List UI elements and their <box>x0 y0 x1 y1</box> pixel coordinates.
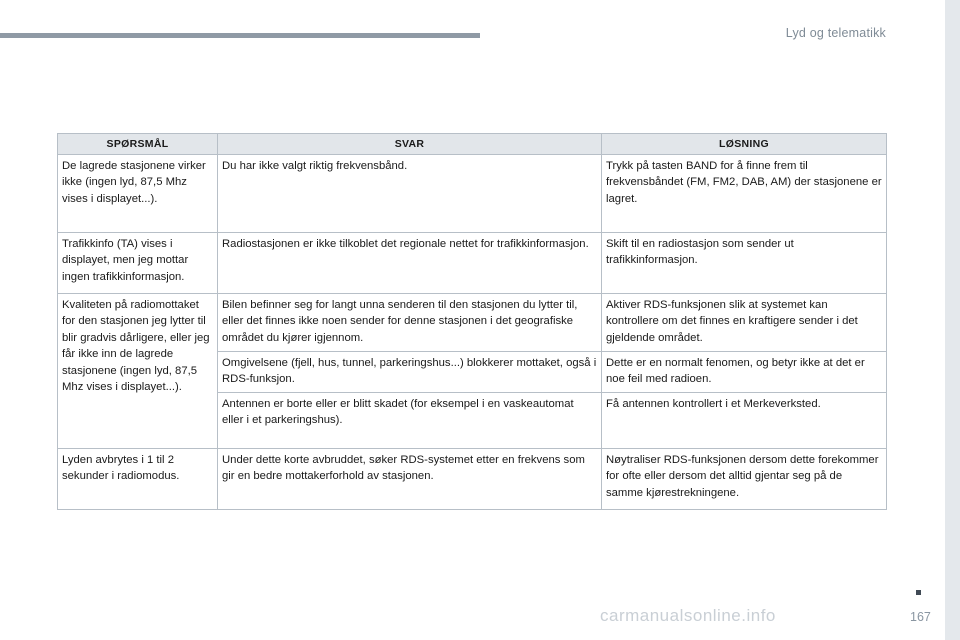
question-cell: Lyden avbrytes i 1 til 2 sekunder i radiomodus. <box>58 448 218 509</box>
answer-cell: Omgivelsene (fjell, hus, tunnel, parkeringshus...) blokkerer mottaket, også i RDS-funksjon. <box>218 352 602 393</box>
answer-cell: Radiostasjonen er ikke tilkoblet det regionale nettet for trafikkinformasjon. <box>218 233 602 294</box>
page-edge-strip <box>945 0 960 640</box>
solution-cell: Dette er en normalt fenomen, og betyr ikke at det er noe feil med radioen. <box>602 352 887 393</box>
column-header-answer: SVAR <box>218 134 602 155</box>
section-title: Lyd og telematikk <box>785 26 886 40</box>
solution-cell: Aktiver RDS-funksjonen slik at systemet kan kontrollere om det finnes en kraftigere sender i det gjeldende området. <box>602 294 887 352</box>
solution-cell: Skift til en radiostasjon som sender ut trafikkinformasjon. <box>602 233 887 294</box>
table-row <box>58 233 887 294</box>
page-marker <box>916 590 921 595</box>
table-row <box>58 294 887 352</box>
question-cell: Kvaliteten på radiomottaket for den stasjonen jeg lytter til blir gradvis dårligere, eller jeg får ikke inn de lagrede stasjonene (ingen lyd, 87,5 Mhz vises i displayet...). <box>58 294 218 449</box>
solution-cell: Få antennen kontrollert i et Merkeverksted. <box>602 392 887 448</box>
answer-cell: Du har ikke valgt riktig frekvensbånd. <box>218 155 602 233</box>
column-header-question: SPØRSMÅL <box>58 134 218 155</box>
answer-cell: Bilen befinner seg for langt unna senderen til den stasjonen du lytter til, eller det finnes ikke noen sender for denne stasjonen i det geografiske området du kjører igjennom. <box>218 294 602 352</box>
question-cell: De lagrede stasjonene virker ikke (ingen lyd, 87,5 Mhz vises i displayet...). <box>58 155 218 233</box>
table-header-row <box>58 134 887 155</box>
table-row <box>58 155 887 233</box>
answer-cell: Under dette korte avbruddet, søker RDS-systemet etter en frekvens som gir en bedre mottakerforhold av stasjonen. <box>218 448 602 509</box>
header-rule <box>0 33 480 38</box>
watermark: carmanualsonline.info <box>600 606 776 625</box>
faq-table <box>57 133 887 510</box>
question-cell: Trafikkinfo (TA) vises i displayet, men jeg mottar ingen trafikkinformasjon. <box>58 233 218 294</box>
column-header-solution: LØSNING <box>602 134 887 155</box>
solution-cell: Trykk på tasten BAND for å finne frem til frekvensbåndet (FM, FM2, DAB, AM) der stasjonene er lagret. <box>602 155 887 233</box>
answer-cell: Antennen er borte eller er blitt skadet (for eksempel i en vaskeautomat eller i et parkeringshus). <box>218 392 602 448</box>
page-number: 167 <box>910 610 931 624</box>
table-row <box>58 448 887 509</box>
solution-cell: Nøytraliser RDS-funksjonen dersom dette forekommer for ofte eller dersom det alltid gjentar seg på de samme kjørestrekningene. <box>602 448 887 509</box>
